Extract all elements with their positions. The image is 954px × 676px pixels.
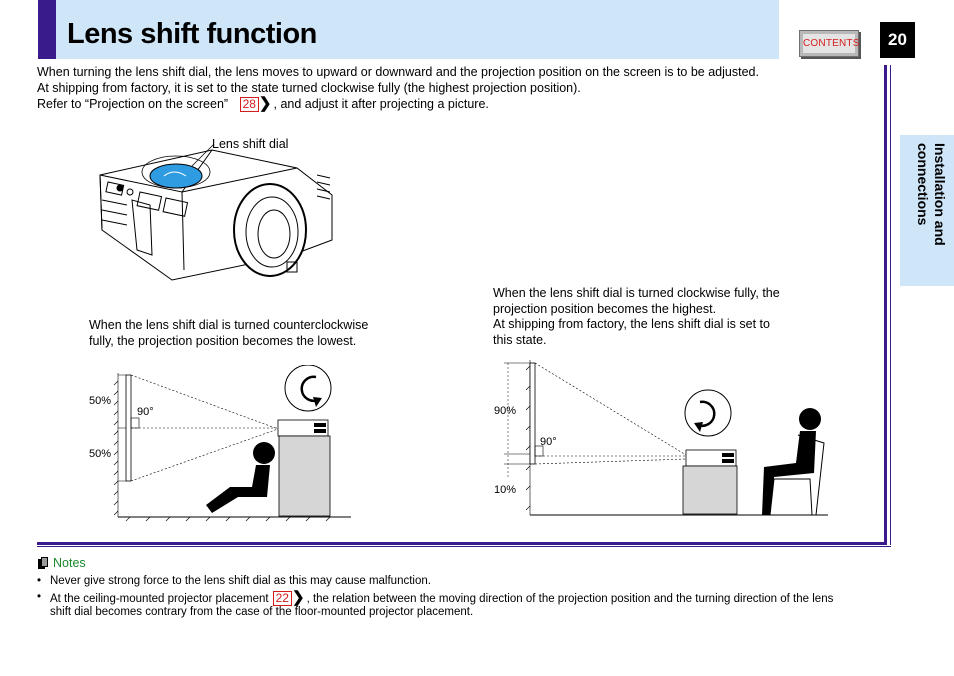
page-title: Lens shift function <box>67 18 317 50</box>
note-1-text: Never give strong force to the lens shift dial as this may cause malfunction. <box>50 575 431 587</box>
title-accent-bar <box>38 0 56 59</box>
right-case-line-1: When the lens shift dial is turned clockwise fully, the <box>493 286 780 300</box>
lens-shift-dial-icon <box>150 164 202 188</box>
bullet: • <box>37 575 42 587</box>
note-2-line-2: shift dial becomes contrary from the case of the floor-mounted projector placement. <box>50 606 474 618</box>
left-lower-percent: 50% <box>89 448 112 460</box>
left-case-line-2: fully, the projection position becomes the lowest. <box>89 334 357 348</box>
page-ref-22[interactable]: 22 <box>273 591 292 606</box>
section-tab-label <box>904 143 948 279</box>
right-case-line-4: this state. <box>493 333 547 347</box>
left-upper-percent: 50% <box>89 395 112 407</box>
frame-rule-right <box>884 65 887 543</box>
frame-rule-bottom-thin <box>37 546 891 547</box>
frame-rule-bottom <box>37 542 887 545</box>
projector-illustration <box>92 130 342 290</box>
note-1 <box>37 574 431 589</box>
right-projector-icon <box>686 450 736 466</box>
bullet: • <box>37 591 42 603</box>
right-angle: 90° <box>540 436 557 448</box>
frame-rule-right-thin <box>890 65 891 545</box>
right-screen <box>530 363 535 464</box>
notes-label: Notes <box>53 556 86 570</box>
clockwise-arrow-icon <box>685 390 731 436</box>
contents-button[interactable] <box>799 30 859 57</box>
left-seated-person <box>206 442 275 513</box>
right-table <box>683 466 737 514</box>
intro-line-3 <box>37 96 489 113</box>
page-ref-28[interactable]: 28 <box>240 97 259 112</box>
dial-label: Lens shift dial <box>212 137 289 151</box>
note-2-text: At the ceiling-mounted projector placement <box>50 593 269 605</box>
right-seated-person <box>762 408 821 515</box>
intro-line-1: When turning the lens shift dial, the lens moves to upward or downward and the projection position on the screen is to be adjusted. <box>37 65 759 79</box>
chevron-right-icon: ❯ <box>291 589 305 606</box>
intro-line-2: At shipping from factory, it is set to the state turned clockwise fully (the highest projection position). <box>37 81 581 95</box>
section-tab-line1: Installation and <box>932 143 948 246</box>
notes-icon <box>38 557 48 569</box>
right-lower-percent: 10% <box>494 484 517 496</box>
contents-button-label: CONTENTS <box>803 34 855 53</box>
right-wall-hatch <box>526 360 828 515</box>
right-upper-percent: 90% <box>494 405 517 417</box>
page-number: 20 <box>880 22 915 58</box>
left-diagram <box>86 365 356 525</box>
chevron-right-icon: ❯ <box>258 95 272 112</box>
projector-body <box>100 150 332 280</box>
left-screen <box>126 375 131 481</box>
counterclockwise-arrow-icon <box>285 365 331 411</box>
right-case-line-3: At shipping from factory, the lens shift dial is set to <box>493 317 770 331</box>
intro-line-3-tail: , and adjust it after projecting a picture. <box>273 97 489 111</box>
left-case-line-1: When the lens shift dial is turned counterclockwise <box>89 318 369 332</box>
left-table <box>279 436 330 516</box>
intro-line-3-text: Refer to “Projection on the screen” <box>37 97 229 111</box>
left-angle: 90° <box>137 406 154 418</box>
section-tab-line2: connections <box>915 143 931 226</box>
left-projector-icon <box>278 420 328 436</box>
right-case-line-2: projection position becomes the highest. <box>493 302 717 316</box>
note-2-tail: , the relation between the moving direction of the projection position and the turning direction of the lens <box>306 593 834 605</box>
